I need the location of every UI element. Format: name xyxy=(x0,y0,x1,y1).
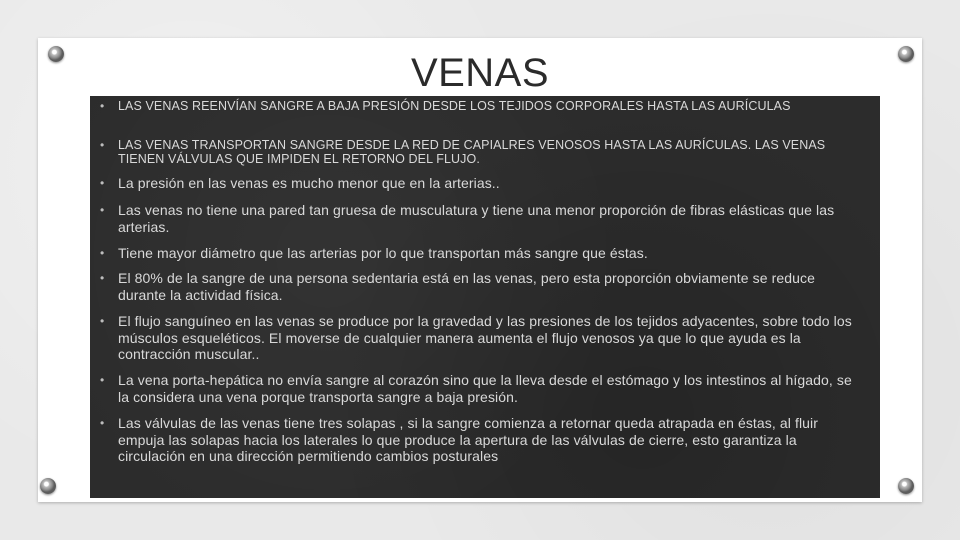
bullet-text: El flujo sanguíneo en las venas se produce por la gravedad y las presiones de los tejidos adyacentes, sobre todo los músculos esqueléticos. El moverse de cualquier manera aumenta el flujo venosos ya que lo que ayuda es la contracción muscular.. xyxy=(118,313,852,362)
pushpin-icon xyxy=(898,478,914,494)
bullet-icon: • xyxy=(100,246,105,260)
pushpin-icon xyxy=(40,478,56,494)
bullet-item xyxy=(100,415,865,465)
slide-title: VENAS xyxy=(410,51,550,95)
bullet-icon: • xyxy=(100,138,105,152)
bullet-icon: • xyxy=(100,271,105,285)
bullet-icon: • xyxy=(100,416,105,430)
bullet-item xyxy=(100,270,865,303)
bullet-item xyxy=(100,99,865,113)
bullet-text: Tiene mayor diámetro que las arterias por lo que transportan más sangre que éstas. xyxy=(118,245,648,261)
bullet-icon: • xyxy=(100,203,105,217)
bullet-text: Las venas no tiene una pared tan gruesa de musculatura y tiene una menor proporción de fibras elásticas que las arterias. xyxy=(118,202,835,235)
bullet-icon: • xyxy=(100,176,105,190)
bullet-item xyxy=(100,202,865,235)
bullet-item xyxy=(100,313,865,363)
pushpin-icon xyxy=(48,46,64,62)
bullet-icon: • xyxy=(100,99,105,113)
bullet-item xyxy=(100,175,865,192)
bullet-text: El 80% de la sangre de una persona sedentaria está en las venas, pero esta proporción obviamente se reduce durante la actividad física. xyxy=(118,270,816,303)
bullet-icon: • xyxy=(100,373,105,387)
bullet-item xyxy=(100,372,865,405)
bullet-text: Las válvulas de las venas tiene tres solapas , si la sangre comienza a retornar queda atrapada en éstas, al fluir empuja las solapas hacia los laterales lo que produce la apertura de las válvulas de cierre, esto garantiza la circulación en una dirección permitiendo cambios posturales xyxy=(118,415,819,464)
bullet-item xyxy=(100,245,865,262)
bullet-text: LAS VENAS REENVÍAN SANGRE A BAJA PRESIÓN DESDE LOS TEJIDOS CORPORALES HASTA LAS AURÍCULAS xyxy=(118,99,791,113)
bullet-text: LAS VENAS TRANSPORTAN SANGRE DESDE LA RED DE CAPIALRES VENOSOS HASTA LAS AURÍCULAS. LAS VENAS TIENEN VÁLVULAS QUE IMPIDEN EL RETORNO DEL FLUJO. xyxy=(118,138,826,166)
bullet-list xyxy=(90,96,880,498)
content-panel xyxy=(90,96,880,498)
pushpin-icon xyxy=(898,46,914,62)
bullet-text: La presión en las venas es mucho menor que en la arterias.. xyxy=(118,175,500,191)
bullet-item xyxy=(100,138,865,166)
bullet-icon: • xyxy=(100,314,105,328)
bullet-text: La vena porta-hepática no envía sangre al corazón sino que la lleva desde el estómago y los intestinos al hígado, se la considera una vena porque transporta sangre a baja presión. xyxy=(118,372,852,405)
